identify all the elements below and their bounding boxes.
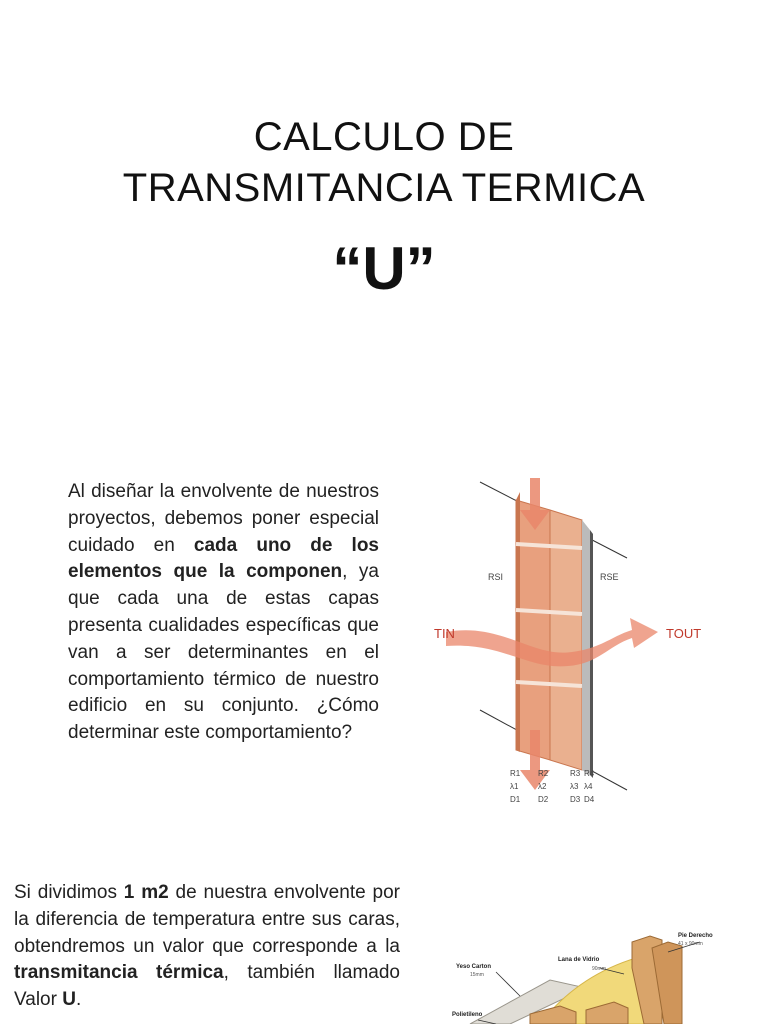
d3-label: D3 (570, 795, 581, 804)
brick-layer-1-edge (516, 492, 520, 752)
def-text-4: . (75, 989, 82, 1011)
rse-label: RSE (600, 572, 619, 582)
page-title (0, 112, 768, 214)
lambda3-label: λ3 (570, 782, 579, 791)
r3-label: R3 (570, 769, 581, 778)
def-text-1: Si dividimos (14, 882, 124, 903)
definition-paragraph (14, 880, 400, 1014)
def-bold-3: U (62, 989, 76, 1011)
brick-layers (516, 492, 582, 770)
intro-text-1: Al diseñar la envolvente de nuestros proyectos, debemos poner especial cuidado en (68, 481, 379, 556)
pie-derecho-label: Pie Derecho (678, 933, 713, 939)
lambda2-label: λ2 (538, 782, 547, 791)
t-out-label: TOUT (666, 626, 702, 641)
title-u-symbol: “U” (332, 235, 436, 302)
lana-vidrio-size: 90mm (592, 966, 606, 972)
def-bold-2: transmitancia térmica (14, 962, 224, 984)
timber-frame-diagram (400, 928, 768, 1024)
def-text-3: , también llamado Valor (14, 962, 400, 1011)
wall-section-diagram (412, 470, 712, 810)
intro-paragraph (68, 479, 379, 747)
def-bold-1: 1 m2 (123, 882, 169, 903)
pie-derecho-size: 41 x 90mm (678, 941, 703, 947)
intro-text-2: , ya que cada una de estas capas presenta cualidades específicas que van a ser determinantes en el comportamiento térmico de nuestro edificio en su conjunto. ¿Cómo determinar este comportamiento? (68, 561, 379, 744)
yeso-carton-label: Yeso Carton (456, 964, 492, 970)
lambda4-label: λ4 (584, 782, 593, 791)
intro-text-bold: cada uno de los elementos que la componen (68, 534, 380, 583)
d4-label: D4 (584, 795, 595, 804)
d2-label: D2 (538, 795, 549, 804)
insulation-layer (582, 520, 590, 775)
title-line-1: CALCULO DE (253, 115, 515, 159)
title-line-2: TRANSMITANCIA TERMICA (122, 166, 646, 210)
lana-vidrio-label: Lana de Vidrio (558, 957, 600, 963)
r1-label: R1 (510, 769, 521, 778)
r2-label: R2 (538, 769, 549, 778)
def-text-2: de nuestra envolvente por la diferencia de temperatura entre sus caras, obtendremos un valor que corresponde a la (14, 882, 400, 957)
d1-label: D1 (510, 795, 521, 804)
layer-property-labels (510, 769, 595, 804)
polietileno-label: Polietileno (452, 1012, 483, 1018)
r4-label: R4 (584, 769, 595, 778)
brick-layer-1 (516, 500, 550, 760)
yeso-carton-size: 15mm (470, 972, 484, 978)
lambda1-label: λ1 (510, 782, 519, 791)
rsi-label: RSI (488, 572, 504, 582)
t-in-label: TIN (434, 626, 455, 641)
